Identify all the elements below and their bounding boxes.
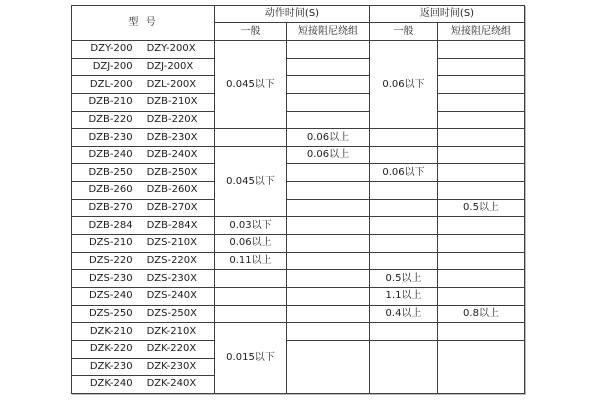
model-name: DZJ-200 — [92, 60, 133, 72]
table-row — [72, 340, 525, 358]
table-row — [72, 129, 525, 147]
table-row — [72, 182, 525, 200]
model-name: DZS-240 — [88, 290, 133, 302]
model-cell — [72, 287, 215, 305]
model-name-x: DZS-240X — [146, 290, 198, 302]
model-name: DZS-210 — [88, 237, 133, 249]
action-general-cell — [215, 129, 287, 147]
return-damping-cell: 0.8以上 — [438, 305, 525, 323]
header-action-time: 动作时间(S) — [215, 6, 370, 23]
model-name: DZK-240 — [89, 378, 133, 390]
action-general-cell — [215, 287, 287, 305]
model-name: DZS-250 — [88, 307, 133, 319]
model-name: DZB-230 — [88, 131, 133, 143]
model-cell — [72, 270, 215, 288]
action-damping-cell: 0.06以上 — [287, 146, 370, 164]
model-name: DZL-200 — [89, 78, 133, 90]
model-cell — [72, 58, 215, 76]
action-general-cell: 0.06以上 — [215, 235, 287, 253]
return-damping-cell — [438, 76, 525, 94]
model-name-x: DZB-250X — [146, 166, 198, 178]
action-general-cell: 0.045以下 — [215, 146, 287, 217]
model-name: DZB-284 — [88, 219, 133, 231]
model-name-x: DZS-210X — [146, 237, 198, 249]
model-name: DZS-230 — [88, 272, 133, 284]
model-cell — [72, 129, 215, 147]
header-return-general: 一般 — [370, 23, 438, 41]
model-name-x: DZJ-200X — [146, 60, 194, 72]
model-cell — [72, 111, 215, 129]
table-row — [72, 252, 525, 270]
model-cell — [72, 199, 215, 217]
model-name-x: DZB-240X — [146, 149, 198, 161]
model-name: DZS-220 — [88, 255, 133, 266]
return-damping-cell — [438, 58, 525, 76]
model-cell — [72, 252, 215, 270]
model-name-x: DZK-220X — [146, 343, 197, 355]
model-cell — [72, 323, 215, 341]
table-row — [72, 287, 525, 305]
model-name-x: DZB-220X — [146, 113, 198, 125]
table-row — [72, 235, 525, 253]
return-damping-cell — [438, 217, 525, 235]
return-damping-cell — [438, 111, 525, 129]
table-row — [72, 146, 525, 164]
return-damping-cell — [438, 164, 525, 182]
return-general-cell — [370, 340, 438, 393]
relay-spec-table — [71, 5, 525, 394]
model-name-x: DZK-210X — [146, 325, 197, 337]
header-action-shorted-damping: 短接阻尼绕组 — [287, 23, 370, 41]
action-general-cell: 0.11以上 — [215, 252, 287, 270]
table-row — [72, 111, 525, 129]
model-name: DZB-220 — [88, 113, 133, 125]
return-general-cell — [370, 182, 438, 200]
model-name: DZY-200 — [90, 43, 133, 55]
model-name: DZB-250 — [88, 166, 133, 178]
header-model: 型 号 — [72, 6, 215, 41]
model-cell — [72, 164, 215, 182]
return-damping-cell — [438, 270, 525, 288]
model-name: DZK-210 — [89, 325, 133, 337]
action-general-cell — [215, 270, 287, 288]
model-cell — [72, 305, 215, 323]
return-general-cell: 0.5以上 — [370, 270, 438, 288]
return-damping-cell — [438, 287, 525, 305]
header-return-shorted-damping: 短接阻尼绕组 — [438, 23, 525, 41]
action-damping-cell — [287, 41, 370, 59]
model-name-x: DZB-260X — [146, 184, 198, 196]
action-damping-cell — [287, 235, 370, 253]
action-damping-cell — [287, 199, 370, 217]
table-row — [72, 76, 525, 94]
return-general-cell: 0.4以上 — [370, 305, 438, 323]
action-damping-cell — [287, 270, 370, 288]
model-name-x: DZL-200X — [146, 78, 197, 90]
model-name-x: DZS-220X — [146, 255, 198, 266]
action-damping-cell — [287, 164, 370, 182]
action-damping-cell — [287, 305, 370, 323]
action-damping-cell: 0.06以上 — [287, 129, 370, 147]
return-damping-cell — [438, 182, 525, 200]
model-cell — [72, 93, 215, 111]
return-damping-cell: 0.5以上 — [438, 199, 525, 217]
model-cell — [72, 217, 215, 235]
spec-table-container — [71, 5, 525, 394]
model-cell — [72, 76, 215, 94]
table-row — [72, 58, 525, 76]
action-damping-cell — [287, 323, 370, 341]
return-general-cell: 0.06以下 — [370, 41, 438, 129]
return-general-cell — [370, 252, 438, 270]
action-damping-cell — [287, 340, 370, 393]
table-row — [72, 41, 525, 59]
action-general-cell — [215, 305, 287, 323]
model-cell — [72, 235, 215, 253]
header-action-general: 一般 — [215, 23, 287, 41]
action-damping-cell — [287, 182, 370, 200]
model-cell — [72, 146, 215, 164]
return-general-cell — [370, 129, 438, 147]
model-name-x: DZY-200X — [146, 43, 196, 55]
return-general-cell — [370, 323, 438, 341]
model-name: DZK-220 — [89, 343, 133, 355]
action-general-cell: 0.045以下 — [215, 41, 287, 129]
action-damping-cell — [287, 58, 370, 76]
return-damping-cell — [438, 129, 525, 147]
model-name-x: DZB-230X — [146, 131, 198, 143]
model-cell — [72, 182, 215, 200]
return-general-cell: 0.06以下 — [370, 164, 438, 182]
table-row — [72, 305, 525, 323]
model-cell — [72, 41, 215, 59]
model-name-x: DZB-284X — [146, 219, 198, 231]
action-damping-cell — [287, 287, 370, 305]
return-damping-cell — [438, 93, 525, 111]
return-general-cell — [370, 235, 438, 253]
return-damping-cell — [438, 252, 525, 270]
model-cell — [72, 358, 215, 376]
return-general-cell — [370, 146, 438, 164]
return-damping-cell — [438, 146, 525, 164]
header-return-time: 返回时间(S) — [370, 6, 525, 23]
model-name-x: DZB-210X — [146, 96, 198, 108]
model-name-x: DZK-230X — [146, 360, 197, 372]
action-damping-cell — [287, 252, 370, 270]
action-general-cell: 0.015以下 — [215, 323, 287, 394]
model-cell — [72, 340, 215, 358]
table-row — [72, 270, 525, 288]
model-name: DZK-230 — [89, 360, 133, 372]
return-general-cell — [370, 217, 438, 235]
action-damping-cell — [287, 93, 370, 111]
return-general-cell — [370, 199, 438, 217]
return-damping-cell — [438, 340, 525, 393]
model-name-x: DZK-240X — [146, 378, 197, 390]
model-name: DZB-270 — [88, 202, 133, 214]
action-damping-cell — [287, 76, 370, 94]
model-name-x: DZS-230X — [146, 272, 198, 284]
table-row — [72, 217, 525, 235]
action-general-cell: 0.03以下 — [215, 217, 287, 235]
model-name-x: DZB-270X — [146, 202, 198, 214]
action-damping-cell — [287, 111, 370, 129]
action-damping-cell — [287, 217, 370, 235]
return-damping-cell — [438, 323, 525, 341]
model-name: DZB-210 — [88, 96, 133, 108]
return-general-cell: 1.1以上 — [370, 287, 438, 305]
model-name: DZB-260 — [88, 184, 133, 196]
table-row — [72, 199, 525, 217]
return-damping-cell — [438, 41, 525, 59]
table-row — [72, 323, 525, 341]
model-cell — [72, 376, 215, 394]
model-name-x: DZS-250X — [146, 307, 198, 319]
return-damping-cell — [438, 235, 525, 253]
table-row — [72, 93, 525, 111]
model-name: DZB-240 — [88, 149, 133, 161]
table-row — [72, 164, 525, 182]
